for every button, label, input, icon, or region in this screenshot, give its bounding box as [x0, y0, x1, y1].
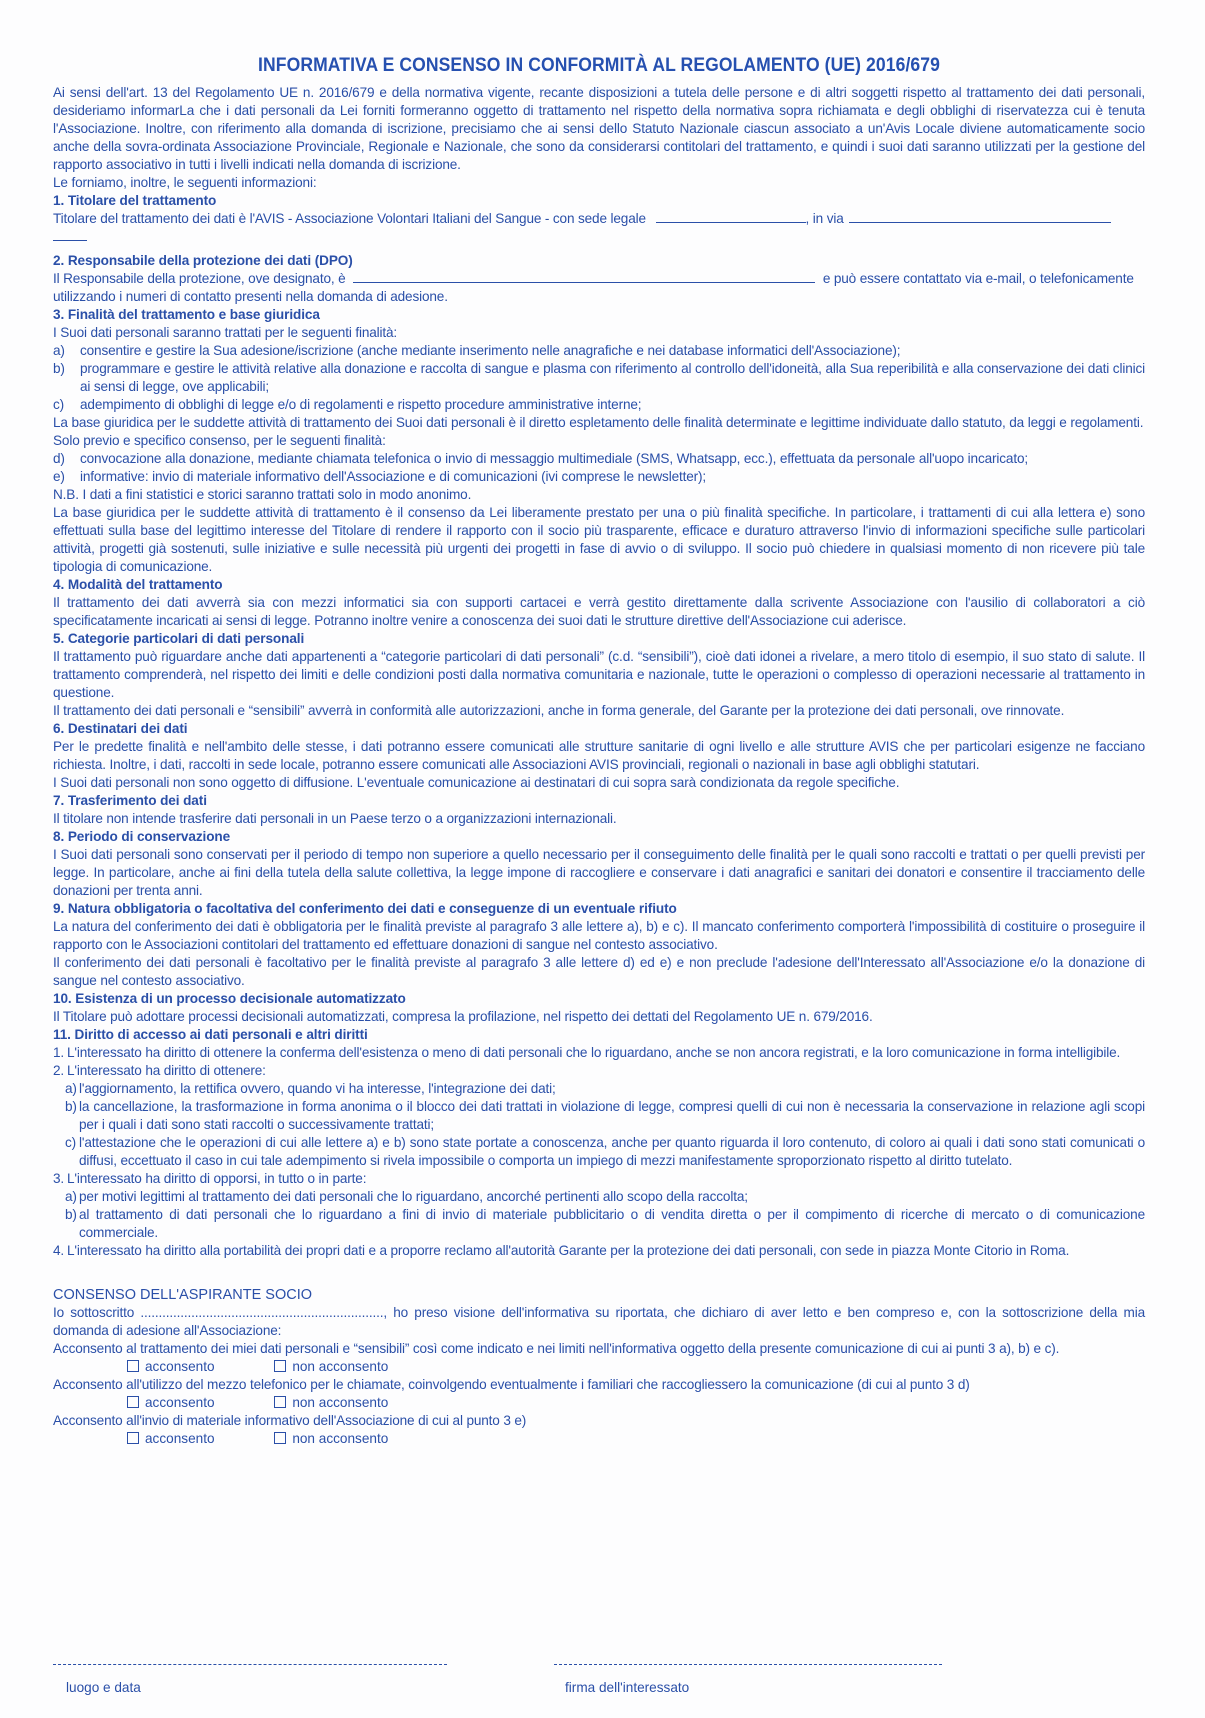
- section-2-heading: 2. Responsabile della protezione dei dati (DPO): [53, 253, 353, 268]
- option-label: acconsento: [145, 1395, 215, 1410]
- section-4-heading: 4. Modalità del trattamento: [53, 577, 223, 592]
- list-marker: a): [65, 1189, 77, 1204]
- via-blank-continued: [53, 228, 87, 241]
- section-5-heading: 5. Categorie particolari di dati personali: [53, 631, 305, 646]
- section-8-text: I Suoi dati personali sono conservati per il periodo di tempo non superiore a quello necessario per il conseguimento delle finalità per le quali sono raccolti e trattati o per quelli previsti per legge. In particolare, anche ai fini della tutela della salute collettiva, la legge impone di raccogliere e conservare i dati anagrafici e sanitari dei donatori e consentire il tracciamento delle donazioni per trenta anni.: [53, 847, 1145, 898]
- option-label: non acconsento: [292, 1359, 389, 1374]
- checkbox-icon[interactable]: [127, 1360, 139, 1372]
- consent-2-no[interactable]: [274, 1394, 388, 1412]
- list-marker: b): [53, 361, 65, 376]
- checkbox-icon[interactable]: [274, 1432, 286, 1444]
- section-6-heading: 6. Destinatari dei dati: [53, 721, 188, 736]
- section-11-point-3-a: [53, 1188, 1145, 1206]
- section-11-point-2-a: [53, 1080, 1145, 1098]
- signature-label: firma dell'interessato: [565, 1680, 690, 1695]
- list-text: informative: invio di materiale informativo dell'Associazione e di comunicazioni (ivi comprese le newsletter);: [80, 469, 707, 484]
- section-11-point-3-b: [53, 1206, 1145, 1242]
- section-3-item-d: [53, 450, 1145, 468]
- list-marker: 2.: [53, 1063, 65, 1078]
- list-text: L'interessato ha diritto di ottenere la conferma dell'esistenza o meno di dati personali che lo riguardano, anche se non ancora registrati, e la loro comunicazione in forma intelligibile.: [67, 1045, 1121, 1060]
- place-date-line[interactable]: [53, 1664, 447, 1665]
- checkbox-icon[interactable]: [274, 1396, 286, 1408]
- consent-options-1: [53, 1358, 1145, 1376]
- checkbox-icon[interactable]: [274, 1360, 286, 1372]
- section-4-text: Il trattamento dei dati avverrà sia con mezzi informatici sia con supporti cartacei e verrà gestito direttamente dalla scrivente Associazione con l'ausilio di collaboratori a ciò specificatamente incaricati ai sensi di legge. Potranno inoltre venire a conoscenza dei suoi dati le strutture direttive dell'Associazione cui aderisce.: [53, 595, 1145, 628]
- section-1-text: [53, 210, 1145, 246]
- section-9-heading: 9. Natura obbligatoria o facoltativa del conferimento dei dati e conseguenze di un eventuale rifiuto: [53, 901, 677, 916]
- option-label: non acconsento: [292, 1431, 389, 1446]
- section-3-base-2: La base giuridica per le suddette attività di trattamento è il consenso da Lei liberamente prestato per una o più finalità specifiche. In particolare, i trattamenti di cui alla lettera e) sono effettuati sulla base del legittimo interesse del Titolare di rendere il rapporto con il socio più trasparente, efficace e duraturo attraverso l'invio di informazioni specifiche sulle particolari attività, progetti già sostenuti, sulle iniziative e sulle necessità più urgenti dei progetti in fase di avvio o di sviluppo. Il socio può chiedere in qualsiasi momento di non ricevere più tale tipologia di comunicazione.: [53, 505, 1145, 574]
- list-text: al trattamento di dati personali che lo riguardano a fini di invio di materiale pubblicitario o di vendita diretta o per il compimento di ricerche di mercato o di comunicazione commerciale.: [79, 1207, 1145, 1240]
- list-text: per motivi legittimi al trattamento dei dati personali che lo riguardano, ancorché pertinenti allo scopo della raccolta;: [79, 1189, 748, 1204]
- section-9-text: La natura del conferimento dei dati è obbligatoria per le finalità previste al paragrafo 3 alle lettere a), b) e c). Il mancato conferimento comporterà l'impossibilità di costituire o proseguire il rapporto con le Associazioni contitolari del trattamento ed effettuare donazioni di sangue nel contesto associativo.: [53, 919, 1145, 952]
- section-7-heading: 7. Trasferimento dei dati: [53, 793, 207, 808]
- list-text: l'aggiornamento, la rettifica ovvero, quando vi ha interesse, l'integrazione dei dati;: [79, 1081, 556, 1096]
- list-text: adempimento di obblighi di legge e/o di regolamenti e rispetto procedure amministrative interne;: [80, 397, 642, 412]
- section-2-text-b: e può essere contattato via e-mail, o telefonicamente: [822, 271, 1134, 286]
- section-2-text: [53, 270, 1145, 288]
- option-label: acconsento: [145, 1431, 215, 1446]
- spacer: [53, 1260, 1145, 1286]
- section-3-lead: I Suoi dati personali saranno trattati per le seguenti finalità:: [53, 325, 398, 340]
- consent-3-yes[interactable]: [127, 1430, 215, 1448]
- section-1-text-b: , in via: [805, 211, 844, 226]
- consent-question-2: Acconsento all'utilizzo del mezzo telefonico per le chiamate, coinvolgendo eventualmente i familiari che raccogliessero la comunicazione (di cui al punto 3 d): [53, 1377, 970, 1392]
- section-9-text-2: Il conferimento dei dati personali è facoltativo per le finalità previste al paragrafo 3 alle lettere d) ed e) e non preclude l'adesione dell'Interessato all'Associazione e/o la donazione di sangue nel contesto associativo.: [53, 955, 1145, 988]
- consent-3-no[interactable]: [274, 1430, 388, 1448]
- place-date-label: luogo e data: [66, 1680, 141, 1695]
- section-11-point-3: [53, 1170, 1145, 1188]
- intro-paragraph: Ai sensi dell'art. 13 del Regolamento UE n. 2016/679 e della normativa vigente, recante disposizioni a tutela delle persone e di altri soggetti rispetto al trattamento dei dati personali, desideriamo informarLa che i dati personali da Lei forniti formeranno oggetto di trattamento nel rispetto della normativa sopra richiamata e degli obblighi di riservatezza cui è tenuta l'Associazione. Inoltre, con riferimento alla domanda di iscrizione, precisiamo che ai sensi dello Statuto Nazionale ciascun associato a un'Avis Locale diviene automaticamente socio anche della sovra-ordinata Associazione Provinciale, Regionale e Nazionale, che sono da considerarsi contitolari del trattamento, e quindi i suoi dati saranno utilizzati per la gestione del rapporto associativo in tutti i livelli indicati nella domanda di iscrizione.: [53, 85, 1145, 172]
- page-title: INFORMATIVA E CONSENSO IN CONFORMITÀ AL REGOLAMENTO (UE) 2016/679: [258, 54, 940, 76]
- section-3-heading: 3. Finalità del trattamento e base giuridica: [53, 307, 320, 322]
- consent-lead-a: Io sottoscritto: [53, 1305, 135, 1320]
- consent-1-yes[interactable]: [127, 1358, 215, 1376]
- intro-lead: Le forniamo, inoltre, le seguenti informazioni:: [53, 175, 317, 190]
- list-marker: 4.: [53, 1243, 65, 1258]
- consent-lead: [53, 1304, 1145, 1340]
- section-3-base-1: La base giuridica per le suddette attività di trattamento dei Suoi dati personali è il diretto espletamento delle finalità determinate e legittime individuate dallo statuto, da leggi e regolamenti.: [53, 415, 1144, 430]
- list-text: L'interessato ha diritto alla portabilità dei propri dati e a proporre reclamo all'autorità Garante per la protezione dei dati personali, con sede in piazza Monte Citorio in Roma.: [67, 1243, 1070, 1258]
- option-label: non acconsento: [292, 1395, 389, 1410]
- consent-question-3: Acconsento all'invio di materiale informativo dell'Associazione di cui al punto 3 e): [53, 1413, 527, 1428]
- list-marker: b): [65, 1099, 77, 1114]
- section-10-text: Il Titolare può adottare processi decisionali automatizzati, compresa la profilazione, nel rispetto dei dettati del Regolamento UE n. 679/2016.: [53, 1009, 873, 1024]
- list-text: convocazione alla donazione, mediante chiamata telefonica o invio di messaggio multimediale (SMS, Whatsapp, ecc.), effettuata da personale all'uopo incaricato;: [80, 451, 1028, 466]
- list-text: L'interessato ha diritto di opporsi, in tutto o in parte:: [67, 1171, 367, 1186]
- via-blank: [849, 210, 1111, 223]
- list-marker: e): [53, 469, 65, 484]
- list-text: programmare e gestire le attività relative alla donazione e raccolta di sangue e plasma con riferimento al controllo dell'idoneità, alla Sua reperibilità e alla conservazione dei dati clinici ai sensi di legge, ove applicabili;: [80, 361, 1145, 394]
- section-5-text-2: Il trattamento dei dati personali e “sensibili” avverrà in conformità alle autorizzazioni, anche in forma generale, del Garante per la protezione dei dati personali, ove rinnovate.: [53, 703, 1065, 718]
- signature-area: [53, 1664, 1145, 1704]
- list-text: l'attestazione che le operazioni di cui alle lettere a) e b) sono state portate a conoscenza, anche per quanto riguarda il loro contenuto, di coloro ai quali i dati sono stati comunicati o diffusi, eccettuato il caso in cui tale adempimento si rivela impossibile o comporta un impiego di mezzi manifestamente sproporzionato rispetto al diritto tutelato.: [79, 1135, 1145, 1168]
- section-3-item-b: [53, 360, 1145, 396]
- section-10-heading: 10. Esistenza di un processo decisionale automatizzato: [53, 991, 406, 1006]
- list-marker: c): [53, 397, 65, 412]
- consent-options-3: [53, 1430, 1145, 1448]
- section-7-text: Il titolare non intende trasferire dati personali in un Paese terzo o a organizzazioni internazionali.: [53, 811, 617, 826]
- consent-2-yes[interactable]: [127, 1394, 215, 1412]
- section-6-text: Per le predette finalità e nell'ambito delle stesse, i dati potranno essere comunicati alle strutture sanitarie di ogni livello e alle strutture AVIS che per particolari esigenze ne facciano richiesta. Inoltre, i dati, raccolti in sede locale, potranno essere comunicati alle Associazioni AVIS provinciali, regionali o nazionali in base agli obblighi statutari.: [53, 739, 1145, 772]
- consent-lead-b: , ho preso visione dell'informativa su riportata, che dichiaro di aver letto e ben compreso e, con la sottoscrizione della mia domanda di adesione all'Associazione:: [53, 1305, 1145, 1338]
- section-11-point-2-c: [53, 1134, 1145, 1170]
- checkbox-icon[interactable]: [127, 1432, 139, 1444]
- section-11-point-1: [53, 1044, 1145, 1062]
- list-marker: a): [53, 343, 65, 358]
- section-11-heading: 11. Diritto di accesso ai dati personali e altri diritti: [53, 1027, 368, 1042]
- section-3-lead-2: Solo previo e specifico consenso, per le seguenti finalità:: [53, 433, 386, 448]
- section-1-text-a: Titolare del trattamento dei dati è l'AVIS - Associazione Volontari Italiani del Sangue - con sede legale: [53, 211, 646, 226]
- list-marker: c): [65, 1135, 77, 1150]
- section-3-item-e: [53, 468, 1145, 486]
- list-marker: 1.: [53, 1045, 65, 1060]
- section-2-text-a: Il Responsabile della protezione, ove designato, è: [53, 271, 346, 286]
- section-8-heading: 8. Periodo di conservazione: [53, 829, 231, 844]
- list-marker: 3.: [53, 1171, 65, 1186]
- section-6-text-2: I Suoi dati personali non sono oggetto di diffusione. L'eventuale comunicazione ai destinatari di cui sopra sarà condizionata da regole specifiche.: [53, 775, 900, 790]
- list-text: consentire e gestire la Sua adesione/iscrizione (anche mediante inserimento nelle anagrafiche e nei database informatici dell'Associazione);: [80, 343, 901, 358]
- section-2-text-c: utilizzando i numeri di contatto presenti nella domanda di adesione.: [53, 289, 448, 304]
- list-marker: b): [65, 1207, 77, 1222]
- list-marker: a): [65, 1081, 77, 1096]
- consent-heading: CONSENSO DELL'ASPIRANTE SOCIO: [53, 1287, 312, 1303]
- consent-question-1: Acconsento al trattamento dei miei dati personali e “sensibili” così come indicato e nei limiti nell'informativa oggetto della presente comunicazione di cui ai punti 3 a), b) e c).: [53, 1341, 1060, 1356]
- section-11-point-2: [53, 1062, 1145, 1080]
- sede-legale-blank: [656, 210, 806, 223]
- section-5-text: Il trattamento può riguardare anche dati appartenenti a “categorie particolari di dati personali” (c.d. “sensibili”), cioè dati idonei a rivelare, a mero titolo di esempio, il suo stato di salute. Il trattamento comprenderà, nel rispetto dei limiti e delle condizioni posti dalla normativa comunitaria e nazionale, tutte le operazioni o complesso di operazioni necessarie al trattamento in questione.: [53, 649, 1145, 700]
- section-11-point-4: [53, 1242, 1145, 1260]
- checkbox-icon[interactable]: [127, 1396, 139, 1408]
- signature-line[interactable]: [554, 1664, 942, 1665]
- section-11-point-2-b: [53, 1098, 1145, 1134]
- option-label: acconsento: [145, 1359, 215, 1374]
- section-1-heading: 1. Titolare del trattamento: [53, 193, 217, 208]
- dpo-blank: [353, 270, 815, 283]
- consent-1-no[interactable]: [274, 1358, 388, 1376]
- name-dotted-field[interactable]: ...................................................................: [140, 1305, 384, 1320]
- list-text: L'interessato ha diritto di ottenere:: [67, 1063, 266, 1078]
- list-marker: d): [53, 451, 65, 466]
- consent-options-2: [53, 1394, 1145, 1412]
- document-content: [53, 54, 1145, 1448]
- list-text: la cancellazione, la trasformazione in forma anonima o il blocco dei dati trattati in violazione di legge, compresi quelli di cui non è necessaria la conservazione in relazione agli scopi per i quali i dati sono stati raccolti o successivamente trattati;: [79, 1099, 1145, 1132]
- section-3-item-a: [53, 342, 1145, 360]
- section-3-nb: N.B. I dati a fini statistici e storici saranno trattati solo in modo anonimo.: [53, 487, 472, 502]
- section-3-item-c: [53, 396, 1145, 414]
